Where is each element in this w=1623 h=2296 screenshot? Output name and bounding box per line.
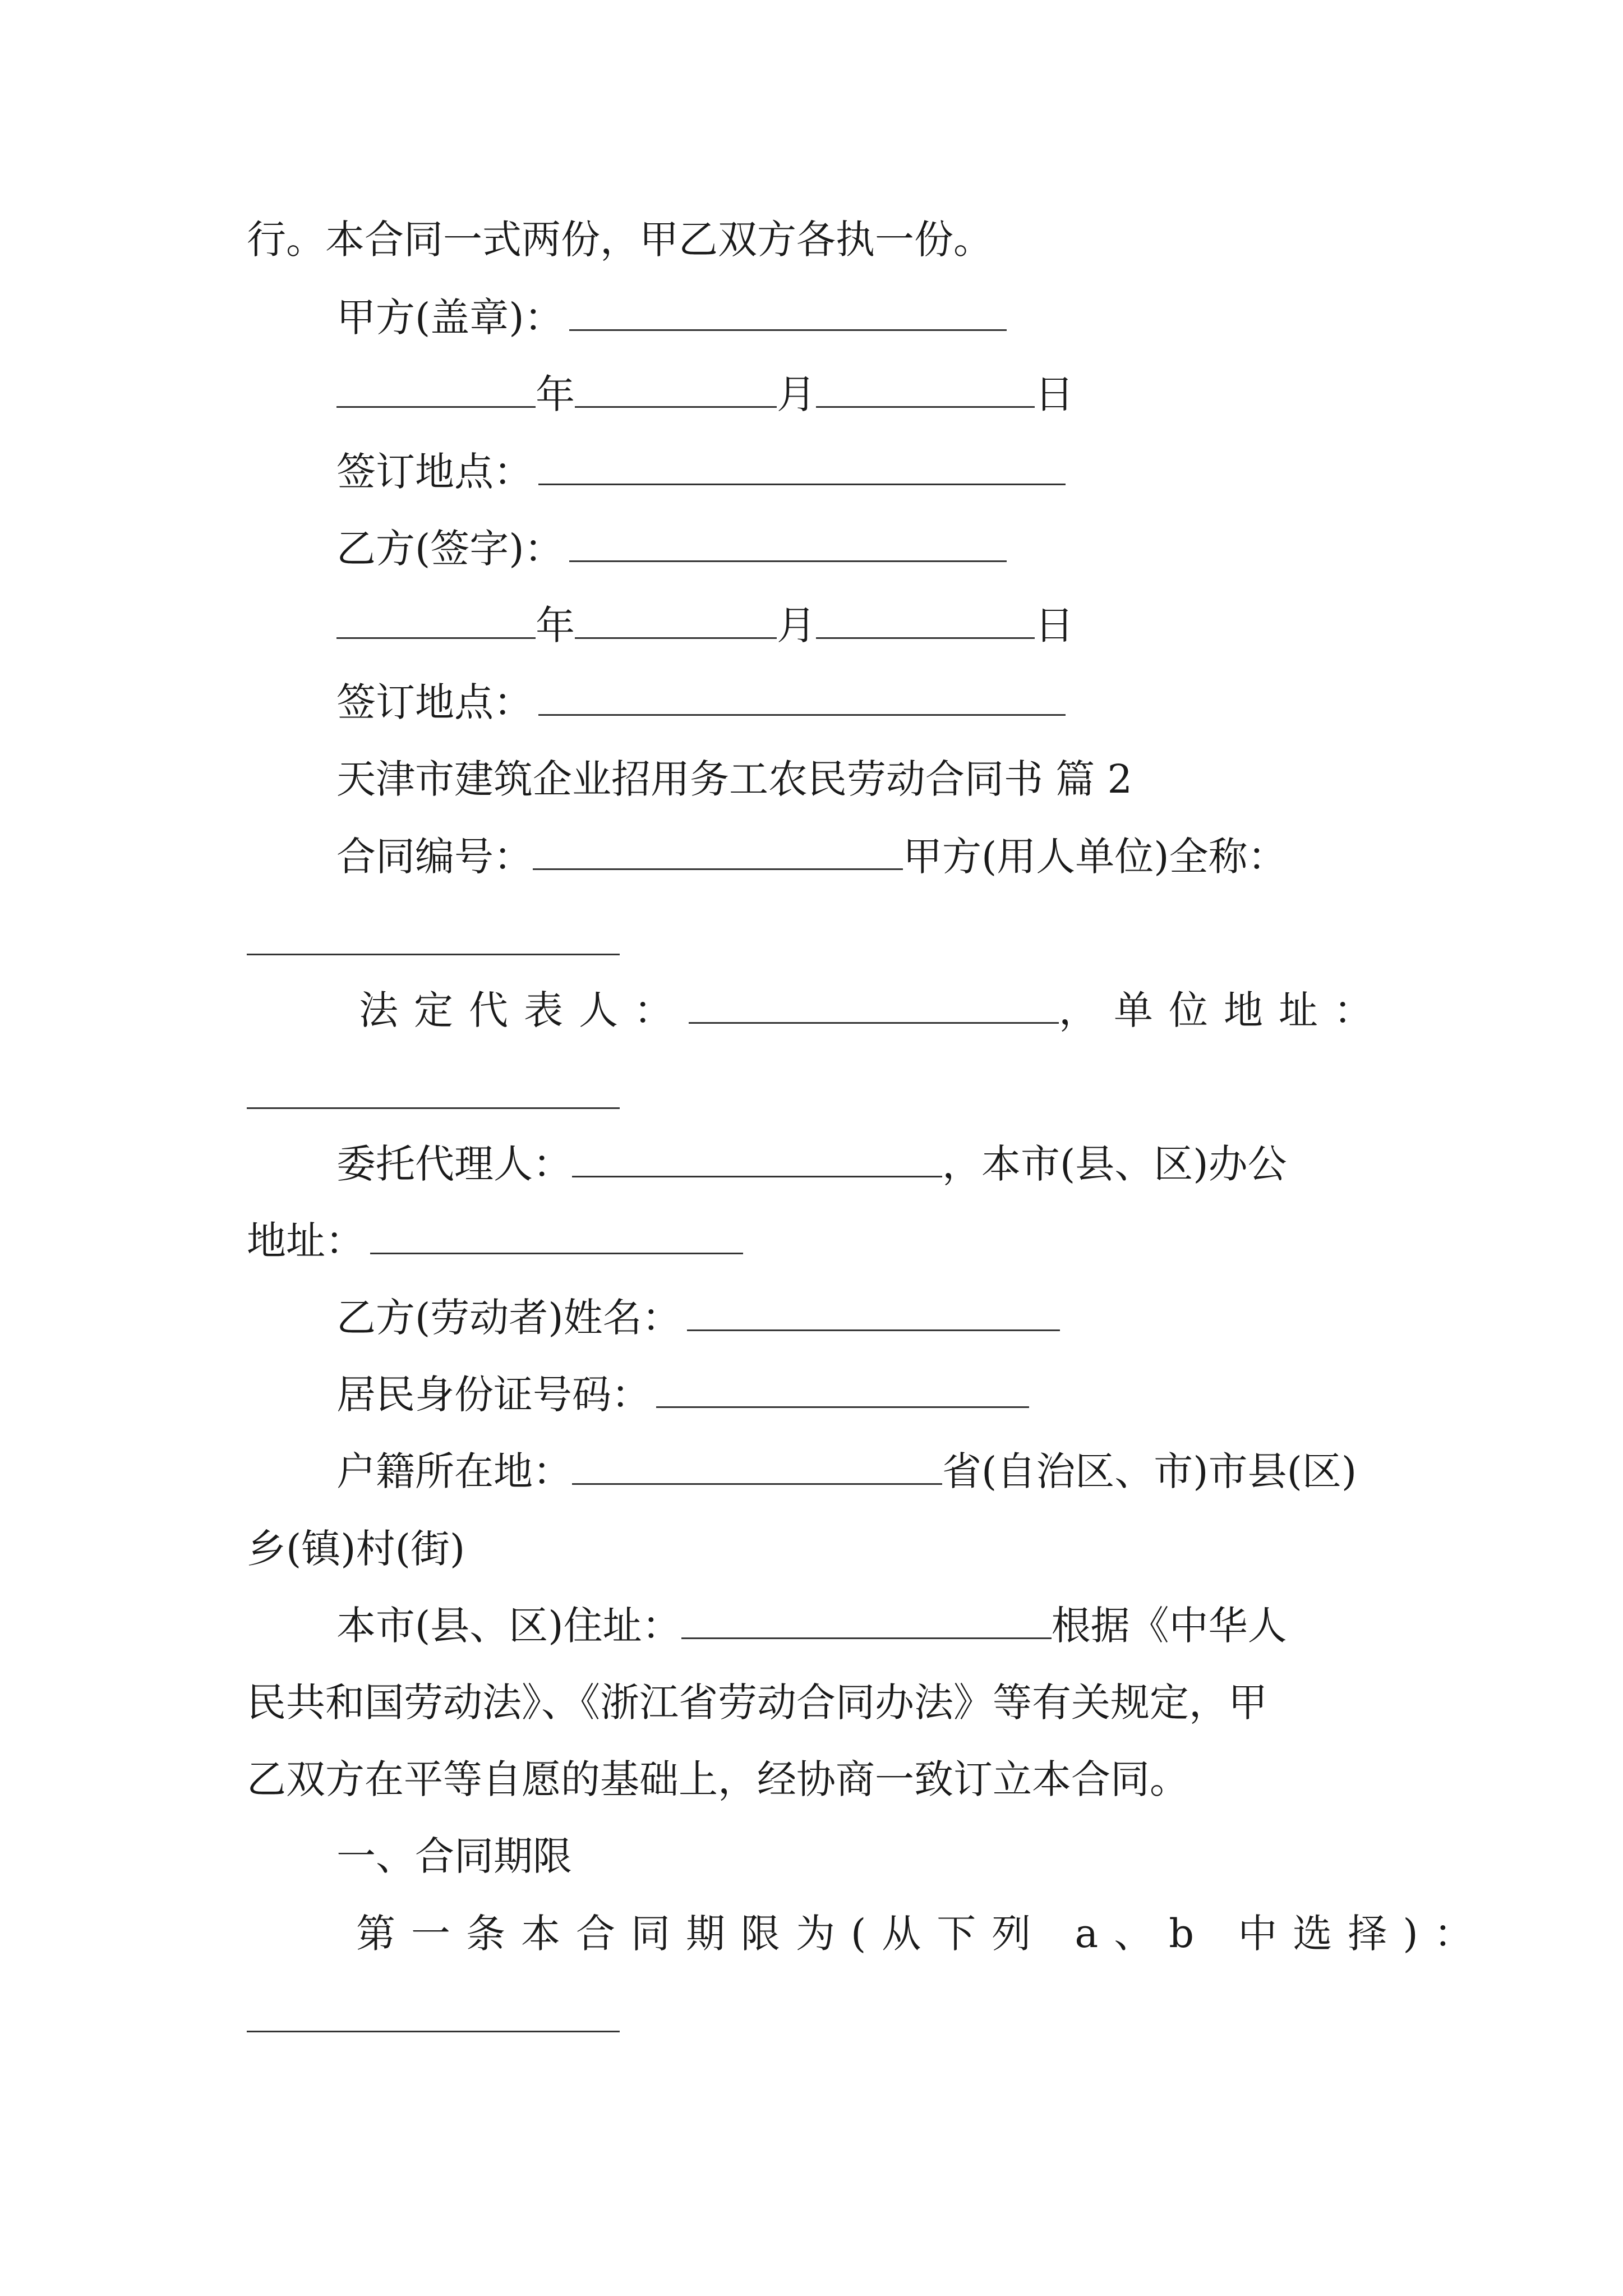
worker-name-label: 乙方(劳动者)姓名： (336, 1295, 681, 1341)
party-a-date-line: 年 月 日 (336, 369, 1074, 420)
text-line: 乙双方在平等自愿的基础上，经协商一致订立本合同。 (247, 1756, 1189, 1802)
party-a-seal-line (336, 292, 1007, 343)
local-address-line: 本市(县、区)住址： 根据《中华人 (336, 1603, 1287, 1649)
local-address-blank[interactable] (681, 1605, 1052, 1639)
party-a-seal-blank[interactable] (569, 297, 1007, 331)
text-line: 行。本合同一式两份，甲乙双方各执一份。 (247, 217, 993, 263)
id-number-label: 居民身份证号码： (336, 1372, 651, 1418)
signing-place-label: 签订地点： (336, 449, 533, 495)
office-address-line (247, 1216, 743, 1266)
signing-place-blank[interactable] (538, 682, 1066, 716)
contract-number-label: 合同编号： (336, 834, 533, 880)
year-blank[interactable] (336, 605, 536, 639)
household-line: 户籍所在地： 省(自治区、市)市县(区) (336, 1448, 1357, 1494)
legal-rep-label: 法定代表人： (359, 987, 689, 1033)
worker-name-blank[interactable] (687, 1297, 1060, 1331)
party-b-sign-blank[interactable] (569, 528, 1007, 562)
agent-line: 委托代理人： ，本市(县、区)办公 (336, 1141, 1287, 1187)
term-blank[interactable] (247, 2031, 620, 2032)
legal-rep-blank[interactable] (689, 990, 1059, 1024)
signing-place-blank[interactable] (538, 451, 1066, 485)
id-number-line (336, 1369, 1029, 1420)
party-b-date-line: 年 月 日 (336, 600, 1074, 651)
office-address-label: 地址： (247, 1218, 365, 1264)
party-b-sign-label: 乙方(签字)： (336, 526, 564, 572)
id-number-blank[interactable] (656, 1374, 1029, 1408)
legal-rep-line (359, 985, 1389, 1036)
household-label: 户籍所在地： (336, 1448, 572, 1494)
party-b-place-line (336, 677, 1066, 728)
month-blank[interactable] (575, 374, 777, 408)
party-a-place-line (336, 447, 1066, 497)
contract-number-line (336, 831, 1287, 882)
month-blank[interactable] (575, 605, 777, 639)
section-title: 天津市建筑企业招用务工农民劳动合同书 篇 2 (336, 756, 1133, 802)
employer-address-label: ，单位地址： (1059, 987, 1389, 1033)
household-blank[interactable] (572, 1451, 942, 1485)
day-blank[interactable] (816, 374, 1035, 408)
party-b-sign-line (336, 523, 1007, 574)
agent-blank[interactable] (572, 1143, 942, 1177)
signing-place-label: 签订地点： (336, 679, 533, 725)
chapter-heading: 一、合同期限 (336, 1833, 572, 1879)
year-blank[interactable] (336, 374, 536, 408)
term-line: 第一条本合同期限为(从下列 a、b 中选择)： (356, 1911, 1489, 1957)
text-line: 民共和国劳动法》、《浙江省劳动合同办法》等有关规定，甲 (247, 1680, 1267, 1726)
text-line: 乡(镇)村(街) (247, 1526, 465, 1572)
day-blank[interactable] (816, 605, 1035, 639)
employer-name-label: 甲方(用人单位)全称： (903, 834, 1287, 880)
party-a-seal-label: 甲方(盖章)： (336, 295, 564, 341)
contract-number-blank[interactable] (533, 836, 903, 870)
employer-address-blank[interactable] (247, 1107, 620, 1109)
agent-label: 委托代理人： (336, 1141, 572, 1187)
local-address-label: 本市(县、区)住址： (336, 1603, 681, 1649)
employer-name-blank[interactable] (247, 954, 620, 955)
worker-name-line (336, 1292, 1060, 1343)
office-address-blank[interactable] (370, 1220, 743, 1254)
